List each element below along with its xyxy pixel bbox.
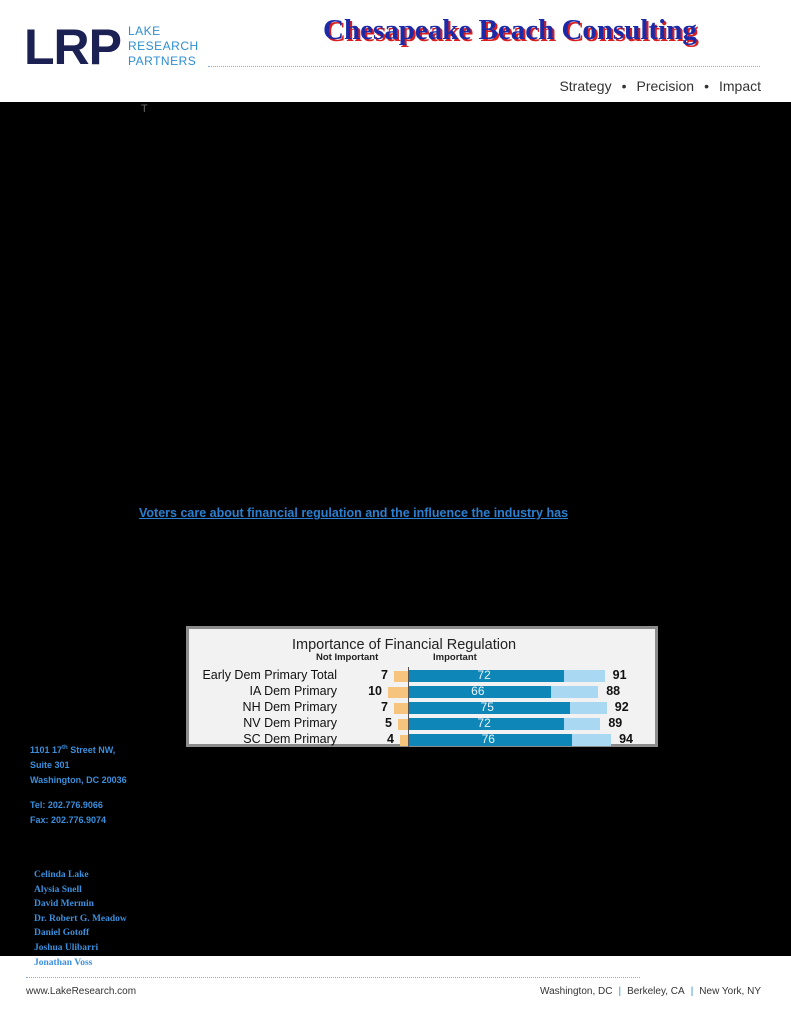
staff-name: Alysia Snell [34,884,82,895]
column-header-not-important: Not Important [316,652,379,663]
fax-number: Fax: 202.776.9074 [30,815,107,825]
important-total-value: 89 [608,716,623,730]
row-label: SC Dem Primary [243,732,337,746]
tagline-bullet: • [704,78,709,94]
important-total-value: 94 [619,732,633,746]
important-total-value: 88 [606,684,621,698]
staff-name: Celinda Lake [34,870,89,880]
row-label: NV Dem Primary [243,716,337,730]
tagline-bullet: • [621,78,627,94]
headline-link[interactable]: Voters care about financial regulation and the influence the industry has [139,506,569,520]
column-header-important: Important [433,652,477,663]
very-important-value: 72 [477,668,491,682]
not-important-value: 10 [368,684,382,698]
office-locations [540,986,761,997]
not-important-bar [398,719,408,730]
tagline-word: Precision [636,78,695,94]
not-important-bar [400,735,408,746]
importance-chart [186,626,658,747]
website-link[interactable]: www.LakeResearch.com [26,986,137,997]
very-important-value: 72 [477,716,491,730]
row-label: NH Dem Primary [242,700,337,714]
text-cursor-glyph: T [141,103,148,115]
not-important-bar [394,703,408,714]
chart-title: Importance of Financial Regulation [292,637,517,653]
staff-name: Dr. Robert G. Meadow [34,913,127,924]
important-total-value: 91 [612,668,627,682]
document-body [0,102,791,956]
not-important-value: 7 [381,700,388,714]
staff-name: Jonathan Voss [34,957,93,968]
lrp-logo-subtitle [128,24,199,69]
logo-sub-line: LAKE [128,24,161,38]
footer-divider [26,977,640,978]
staff-name: Daniel Gotoff [34,928,90,939]
staff-list [34,868,127,970]
not-important-value: 7 [381,668,388,682]
row-label: IA Dem Primary [249,684,337,698]
office-city: Washington, DC [540,986,613,997]
office-city: Berkeley, CA [627,986,685,997]
staff-name: David Mermin [34,899,94,910]
staff-name: Joshua Ulibarri [34,942,99,953]
office-city: New York, NY [699,986,761,997]
logo-sub-line: PARTNERS [128,54,197,68]
contact-block [30,798,106,828]
very-important-value: 66 [471,684,485,698]
tagline-word: Strategy [559,78,612,94]
phone-number: Tel: 202.776.9066 [30,800,103,810]
address-street: 1101 17th Street NW, [30,745,116,755]
not-important-value: 5 [385,716,392,730]
important-total-value: 92 [614,700,629,714]
logo-sub-line: RESEARCH [128,39,199,53]
city-separator: | [618,986,622,997]
partner-logo-title: Chesapeake Beach Consulting [323,14,697,46]
not-important-value: 4 [387,732,394,746]
tagline-word: Impact [718,78,761,94]
address-block [30,741,127,788]
address-suite: Suite 301 [30,760,70,770]
not-important-bar [394,671,408,682]
header-divider [208,66,760,67]
address-city: Washington, DC 20036 [30,775,127,785]
row-label: Early Dem Primary Total [202,668,337,682]
city-separator: | [690,986,694,997]
tagline [559,78,761,94]
very-important-value: 76 [481,732,495,746]
not-important-bar [388,687,408,698]
very-important-value: 75 [480,700,494,714]
lrp-logo: LRP [24,19,121,75]
